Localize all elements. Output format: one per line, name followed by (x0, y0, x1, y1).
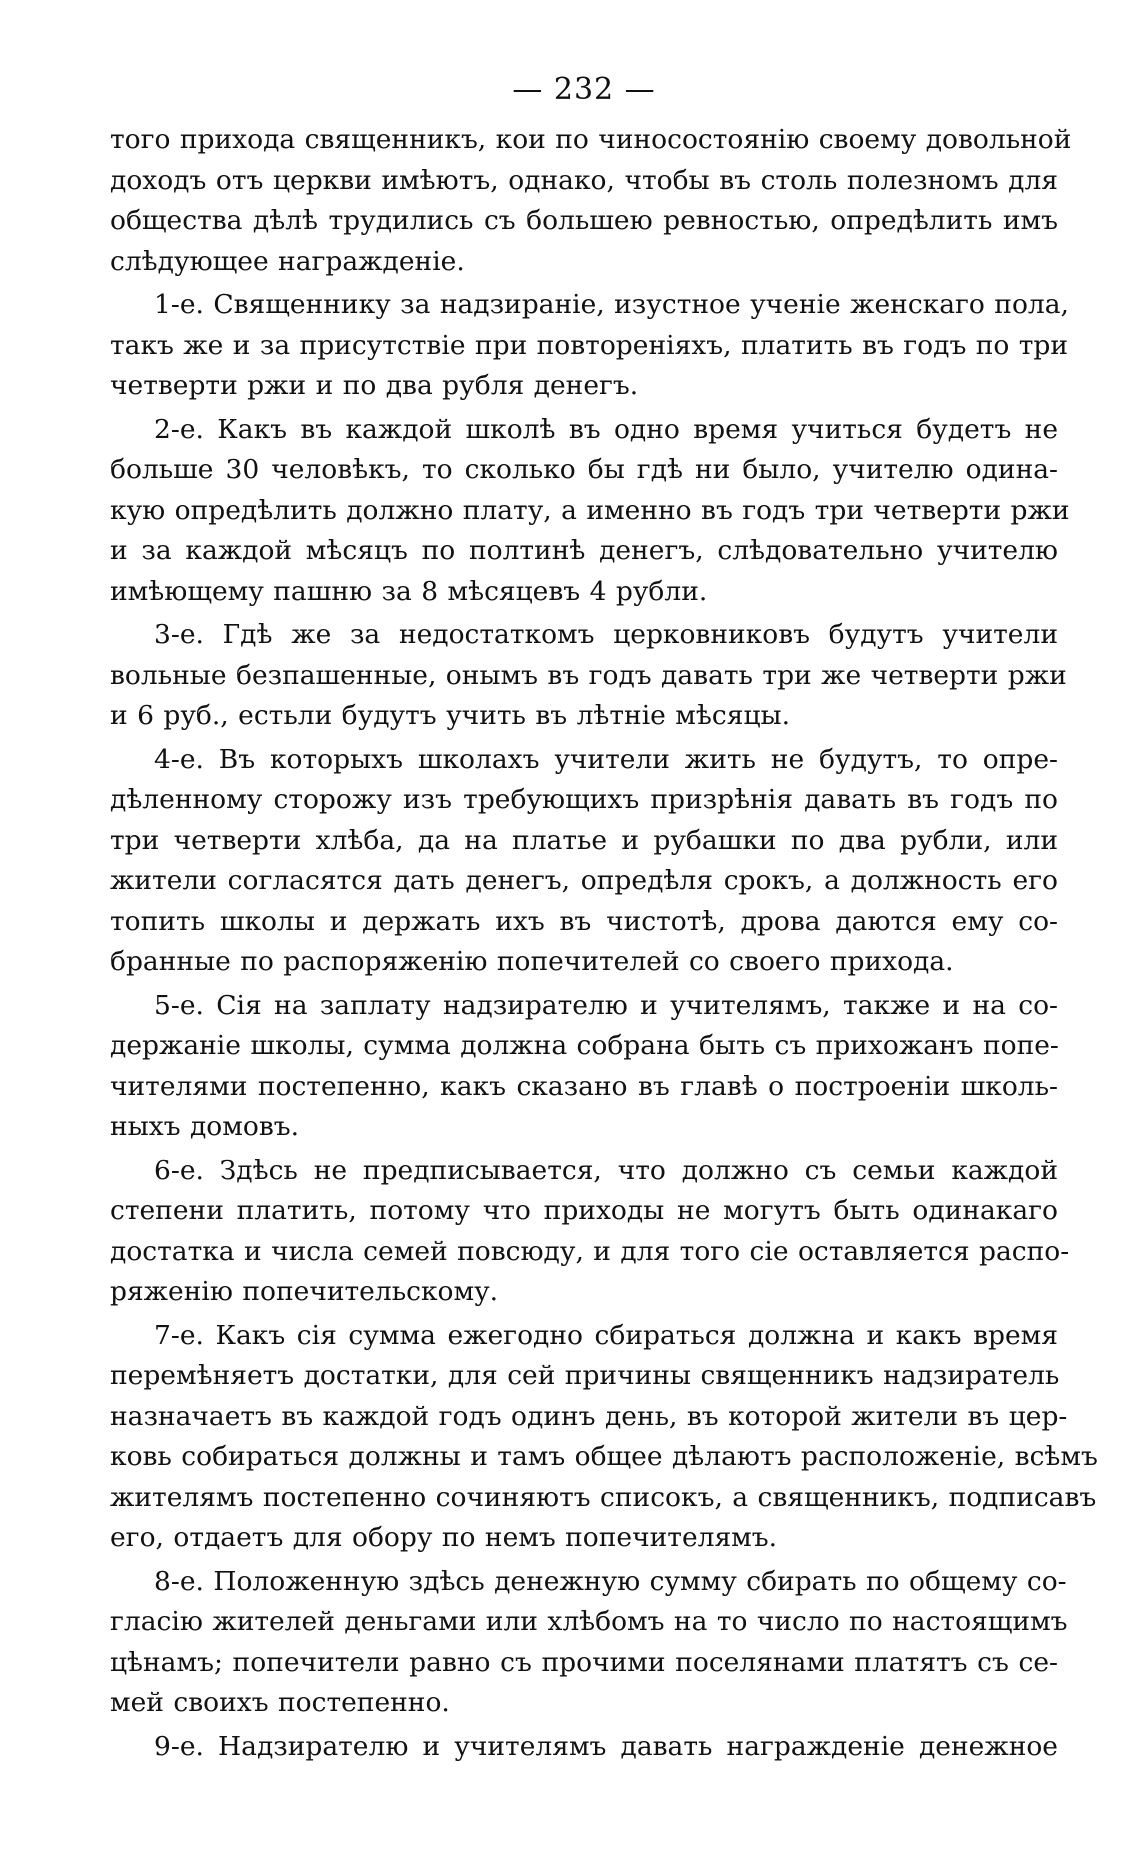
paragraph (110, 1151, 1070, 1313)
text-line: топить школы и держать ихъ въ чистотѣ, дрова даются ему со- (110, 905, 1058, 937)
text-line: больше 30 человѣкъ, то сколько бы гдѣ ни было, учителю одина- (110, 454, 1058, 485)
paragraph (110, 615, 1067, 737)
paragraph (110, 410, 1070, 613)
text-line: 7-е. Какъ сія сумма ежегодно сбираться должна и какъ время (154, 1319, 1058, 1351)
text-line: доходъ отъ церкви имѣютъ, однако, чтобы въ столь полезномъ для (110, 164, 1058, 196)
text-line: слѣдующее награжденіе. (110, 245, 465, 277)
text-line: три четверти хлѣба, да на платье и рубашки по два рубли, или (110, 824, 1058, 856)
text-line: 1-е. Священнику за надзираніе, изустное ученіе женскаго пола, (154, 289, 1069, 320)
paragraph (110, 285, 1069, 407)
paragraph (110, 120, 1072, 282)
body-text (110, 120, 1098, 1767)
text-line: 8-е. Положенную здѣсь денежную сумму сбирать по общему со- (154, 1565, 1067, 1597)
text-line: 5-е. Сія на заплату надзирателю и учителямъ, также и на со- (154, 989, 1058, 1021)
book-page (110, 70, 1098, 1770)
text-line: и 6 руб., естьли будутъ учить въ лѣтніе мѣсяцы. (110, 700, 790, 731)
text-line: имѣющему пашню за 8 мѣсяцевъ 4 рубли. (110, 575, 708, 607)
text-line: держаніе школы, сумма должна собрана быть съ прихожанъ попе- (110, 1030, 1059, 1061)
text-line: мей своихъ постепенно. (110, 1687, 450, 1718)
paragraph (110, 1562, 1068, 1724)
text-line: ряженію попечительскому. (110, 1276, 499, 1307)
text-line: назначаетъ въ каждой годъ одинъ день, въ которой жители въ цер- (110, 1400, 1068, 1432)
text-line: достатка и числа семей повсюду, и для того сіе оставляется распо- (110, 1235, 1070, 1267)
text-line: вольные безпашенные, онымъ въ годъ давать три же четверти ржи (110, 659, 1067, 691)
text-line: ковь собираться должны и тамъ общее дѣлаютъ расположеніе, всѣмъ (110, 1441, 1098, 1472)
text-line: перемѣняетъ достатки, для сей причины священникъ надзиратель (110, 1360, 1060, 1391)
text-line: и за каждой мѣсяцъ по полтинѣ денегъ, слѣдовательно учителю (110, 535, 1058, 566)
text-line: степени платить, потому что приходы не могутъ быть одинакаго (110, 1195, 1058, 1226)
text-line: четверти ржи и по два рубля денегъ. (110, 370, 639, 401)
paragraph (110, 740, 1058, 983)
text-line: того прихода священникъ, кои по чиносостоянію своему довольной (110, 124, 1072, 155)
text-line: гласію жителей деньгами или хлѣбомъ на то число по настоящимъ (110, 1606, 1068, 1637)
text-line: такъ же и за присутствіе при повтореніяхъ, платить въ годъ по три (110, 329, 1069, 361)
paragraph (110, 986, 1058, 1148)
text-line: 9-е. Надзирателю и учителямъ давать награжденіе денежное (154, 1730, 1058, 1762)
text-line: кую опредѣлить должно плату, а именно въ годъ три четверти ржи (110, 494, 1070, 526)
page-number: — 232 — (512, 72, 656, 107)
text-line: чителями постепенно, какъ сказано въ главѣ о построеніи школь- (110, 1070, 1058, 1102)
paragraph (110, 1727, 1058, 1768)
text-line: жители согласятся дать денегъ, опредѣля срокъ, а должность его (110, 865, 1058, 896)
text-line: 2-е. Какъ въ каждой школѣ въ одно время учиться будетъ не (154, 413, 1058, 445)
text-line: ныхъ домовъ. (110, 1111, 300, 1142)
text-line: 3-е. Гдѣ же за недостаткомъ церковниковъ будутъ учители (154, 619, 1058, 650)
text-line: общества дѣлѣ трудились съ большею ревностью, опредѣлить имъ (110, 205, 1058, 236)
text-line: дѣленному сторожу изъ требующихъ призрѣнія давать въ годъ по (110, 784, 1058, 815)
text-line: 6-е. Здѣсь не предписывается, что должно съ семьи каждой (154, 1154, 1058, 1186)
text-line: жителямъ постепенно сочиняютъ списокъ, а священникъ, подписавъ (110, 1481, 1097, 1513)
text-line: цѣнамъ; попечители равно съ прочими поселянами платятъ съ се- (110, 1646, 1058, 1678)
text-line: его, отдаетъ для обору по немъ попечителямъ. (110, 1522, 778, 1553)
paragraph (110, 1316, 1098, 1559)
text-line: бранные по распоряженію попечителей со своего прихода. (110, 946, 954, 977)
text-line: 4-е. Въ которыхъ школахъ учители жить не будутъ, то опре- (154, 743, 1058, 775)
